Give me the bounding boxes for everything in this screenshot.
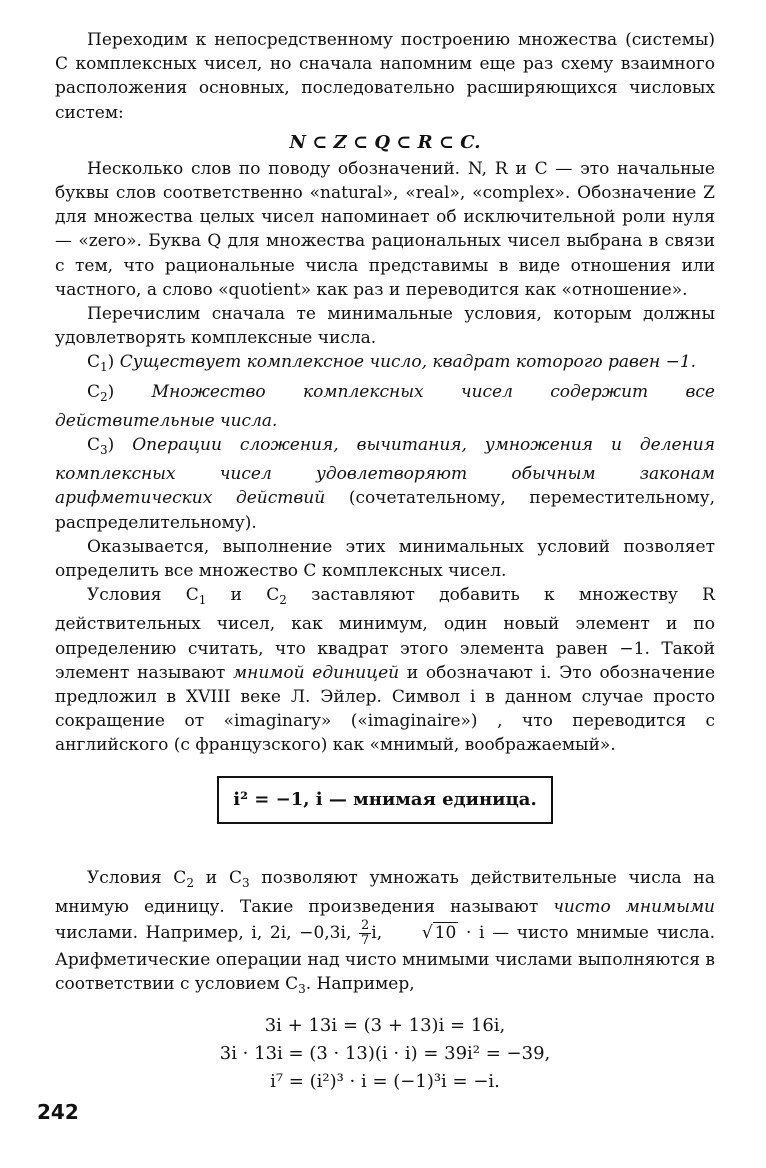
term-imaginary-unit: мнимой единицей [233,662,400,683]
term-pure-imaginary: чисто мнимыми [553,896,716,917]
text-segment: Условия C [87,585,199,606]
paragraph-consequence: Оказывается, выполнение этих минимальных условий позволяет определить все множество C комплексных чисел. [55,536,715,582]
condition-c1-index: 1 [100,360,108,375]
fraction [359,919,371,948]
condition-c2-text: Множество комплексных чисел содержит все действительные числа. [55,381,715,431]
paragraph-imaginary-unit [55,583,715,757]
page-content [55,28,715,1096]
text-segment: . Например, [305,974,415,995]
text-segment: и обозначают i. Это обозначение предложил в XVIII веке Л. Эйлер. Символ i в данном случае просто сокращение от «imaginary» («imaginaire») , что переводится с английского (с французского) как «мнимый, воображаемый». [55,662,716,756]
page-number: 242 [37,1100,79,1124]
fraction-denominator: 7 [361,933,370,949]
text-segment: числами. Например, i, 2i, −0,3i, [55,923,352,944]
definition-box: i² = −1, i — мнимая единица. [217,776,552,824]
index-3: 3 [241,875,250,890]
condition-c3-text-italic: Операции сложения, вычитания, умножения и деления комплексных чисел удовлетворяют обычным законам арифметических действий [55,435,715,509]
condition-c2: $C_2$) Множество комплексных чисел содержит все действительные числа. [55,381,715,431]
paragraph-intro: Переходим к непосредственному построению множества (системы) C комплексных чисел, но сначала напомним еще раз схему взаимного расположения основных, последовательно расширяющихся числовых систем: [55,30,715,123]
condition-c3: $C_3$) Операции сложения, вычитания, умножения и деления комплексных чисел удовлетворяют обычным законам арифметических действий (сочетательному, переместительному, распределительному). [55,435,716,533]
calculation-block [55,1012,715,1096]
condition-c2-index: 2 [100,389,108,404]
paragraph-pure-imaginary [55,866,715,1002]
text-segment: и C [193,867,242,888]
sqrt-radicand: 10 [434,923,457,944]
condition-c2-label: C [87,381,101,402]
condition-c1-text: Существует комплексное число, квадрат которого равен −1. [119,352,697,373]
calculation-line-1: 3i + 13i = (3 + 13)i = 16i, [264,1014,506,1036]
index-2: 2 [186,875,194,890]
condition-c1-label: C [87,352,101,373]
square-root [390,921,458,945]
text-segment: позволяют умножать действительные числа на мнимую единицу. Такие произведения называют [55,867,715,917]
paragraph-notation: Несколько слов по поводу обозначений. N, R и C — это начальные буквы слов соответственно «natural», «real», «complex». Обозначение Z для множества целых чисел напоминает об исключительной роли нуля — «zero». Буква Q для множества рациональных чисел выбрана в связи с тем, что рациональные числа представимы в виде отношения или частного, а слово «quotient» как раз и переводится как «отношение». [55,158,715,300]
paragraph-conditions-intro: Перечислим сначала те минимальные условия, которым должны удовлетворять комплексные числа. [55,304,715,349]
calculation-line-3: i⁷ = (i²)³ · i = (−1)³i = −i. [270,1070,500,1092]
condition-c3-text-plain: (сочетательному, переместительному, распределительному). [55,488,716,533]
condition-c1: $C_1$) Существует комплексное число, квадрат которого равен −1. [87,352,697,375]
formula-inclusion: N ⊂ Z ⊂ Q ⊂ R ⊂ C. [289,131,481,153]
index-3: 3 [298,982,306,997]
sqrt-sign: √ [421,923,433,944]
text-segment: · i — чисто мнимые числа. Арифметические операции над чисто мнимыми числами выполняются в соответствии с условием C [55,923,716,995]
text-segment: i, [371,923,383,944]
condition-c3-label: C [87,435,101,456]
condition-c3-index: 3 [100,443,108,458]
index-2: 2 [279,593,287,608]
text-segment: Условия C [87,867,187,888]
text-segment: заставляют добавить к множеству R действительных чисел, как минимум, один новый элемент и по определению считать, что квадрат этого элемента равен −1. Такой элемент называют [55,585,715,683]
definition-box-wrap [55,776,715,824]
calculation-line-2: 3i · 13i = (3 · 13)(i · i) = 39i² = −39, [219,1042,551,1064]
index-1: 1 [198,593,207,608]
text-segment: и C [206,585,280,606]
fraction-numerator: 2 [361,918,370,934]
